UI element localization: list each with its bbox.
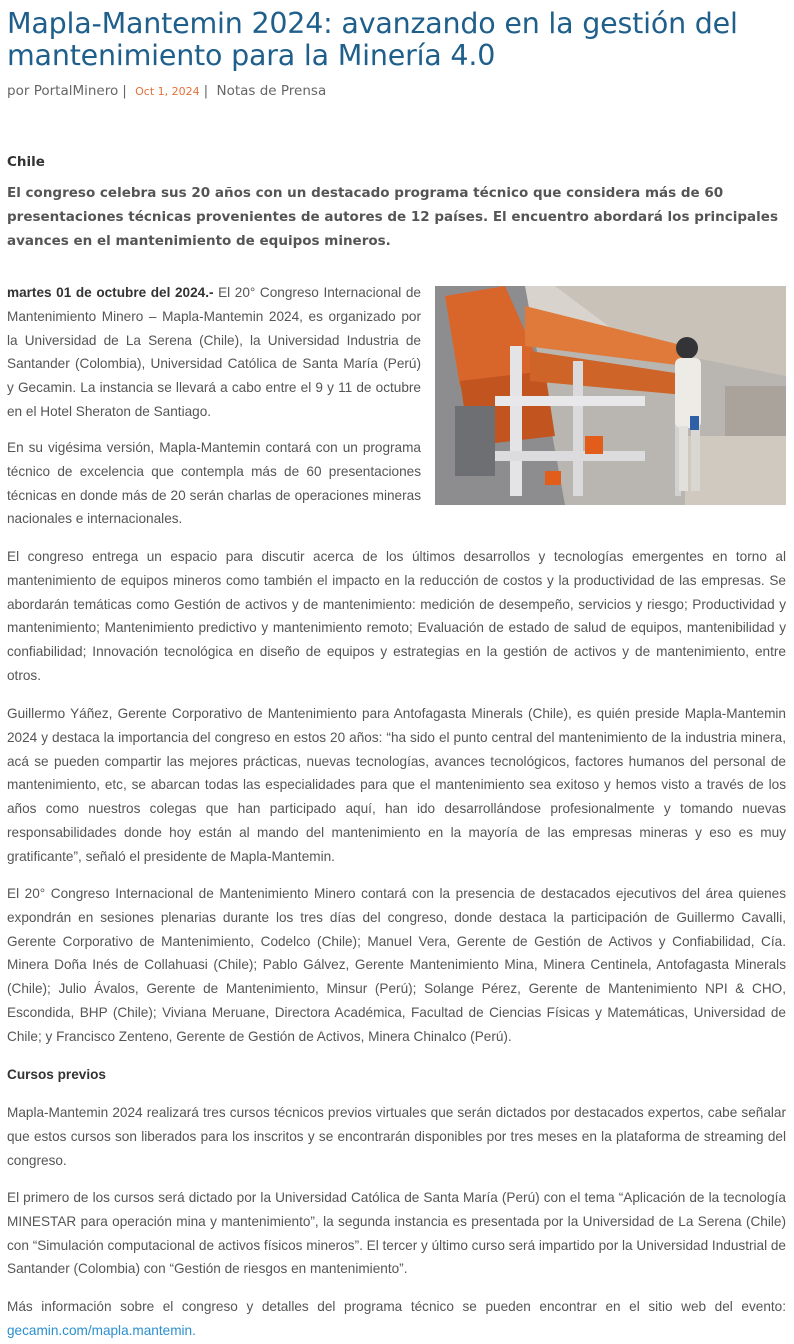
- mining-equipment-photo: [435, 286, 786, 505]
- paragraph-6-text: Mapla-Mantemin 2024 realizará tres cursos técnicos previos virtuales que serán dictados por destacados expertos, cabe señalar que estos cursos son liberados para los inscritos y se encontrarán disponibles por tres meses en la plataforma de streaming del congreso.: [7, 1105, 786, 1168]
- paragraph-2: [7, 436, 421, 531]
- meta-separator: |: [203, 83, 209, 99]
- category-link[interactable]: Notas de Prensa: [216, 83, 327, 99]
- paragraph-8: [7, 1295, 786, 1343]
- article-meta: [7, 83, 326, 99]
- paragraph-6: [7, 1101, 786, 1172]
- author-link[interactable]: PortalMinero: [33, 83, 119, 99]
- section-heading: [7, 1063, 786, 1087]
- paragraph-3-text: El congreso entrega un espacio para discutir acerca de los últimos desarrollos y tecnologías emergentes en torno al mantenimiento de equipos mineros como también el impacto en la reducción de costos y la productividad de las empresas. Se abordarán temáticas como Gestión de activos y de mantenimiento: medición de desempeño, servicios y riesgo; Productividad y mantenimiento; Mantenimiento predictivo y mantenimiento remoto; Evaluación de estado de salud de equipos, mantenibilidad y confiabilidad; Innovación tecnológica en diseño de equipos y estrategias en la gestión de activos y de mantenimiento, entre otros.: [7, 549, 786, 683]
- paragraph-4: [7, 702, 786, 869]
- country-label: Chile: [7, 154, 45, 170]
- paragraph-5: [7, 882, 786, 1049]
- meta-separator: |: [122, 83, 127, 99]
- article-title: Mapla-Mantemin 2024: avanzando en la gestión del mantenimiento para la Minería 4.0: [7, 7, 738, 72]
- paragraph-4-text: Guillermo Yáñez, Gerente Corporativo de Mantenimiento para Antofagasta Minerals (Chile), es quién preside Mapla-Mantemin 2024 y destaca la importancia del congreso en estos 20 años: “ha sido el punto central del mantenimiento de la industria minera, acá se pueden compartir las mejores prácticas, nuevas tecnologías, avances tecnológicos, factores humanos del personal de mantenimiento, etc, se abarcan todas las especialidades para que el mantenimiento sea exitoso y hemos visto a través de los años como nuestros colegas que han participado aquí, han ido desarrollándose profesionalmente y tomando nuevas responsabilidades donde hoy están al mando del mantenimiento en la mayoría de las empresas mineras y eso es muy gratificante”, señaló el presidente de Mapla-Mantemin.: [7, 706, 786, 864]
- paragraph-7: [7, 1186, 786, 1281]
- event-website-link[interactable]: gecamin.com/mapla.mantemin.: [7, 1322, 196, 1338]
- paragraph-date: martes 01 de octubre del 2024.-: [7, 285, 214, 300]
- paragraph-1-text: El 20° Congreso Internacional de Mantenimiento Minero – Mapla-Mantemin 2024, es organizado por la Universidad de La Serena (Chile), la Universidad Industria de Santander (Colombia), Universidad Católica de Santa María (Perú) y Gecamin. La instancia se llevará a cabo entre el 9 y 11 de octubre en el Hotel Sheraton de Santiago.: [7, 285, 421, 419]
- paragraph-3: [7, 545, 786, 688]
- article-photo: [435, 286, 786, 505]
- paragraph-5-text: El 20° Congreso Internacional de Mantenimiento Minero contará con la presencia de destacados ejecutivos del área quienes expondrán en sesiones plenarias durante los tres días del congreso, donde destaca la participación de Guillermo Cavalli, Gerente Corporativo de Mantenimiento, Codelco (Chile); Manuel Vera, Gerente de Gestión de Activos y Confiabilidad, Cía. Minera Doña Inés de Collahuasi (Chile); Pablo Gálvez, Gerente Mantenimiento Mina, Minera Centinela, Antofagasta Minerals (Chile); Julio Ávalos, Gerente de Mantenimiento, Minsur (Perú); Solange Pérez, Gerente de Mantenimiento NPI & CHO, Escondida, BHP (Chile); Viviana Meruane, Directora Académica, Facultad de Ciencias Físicas y Matemáticas, Universidad de Chile; y Francisco Zenteno, Gerente de Gestión de Activos, Minera Chinalco (Perú).: [7, 886, 786, 1044]
- publish-date: Oct 1, 2024: [135, 85, 200, 98]
- cursos-previos-heading: Cursos previos: [7, 1067, 106, 1082]
- paragraph-7-text: El primero de los cursos será dictado por la Universidad Católica de Santa María (Perú) con el tema “Aplicación de la tecnología MINESTAR para operación mina y mantenimiento”, la segunda instancia es presentada por la Universidad de La Serena (Chile) con “Simulación computacional de activos físicos mineros”. El tercer y último curso será impartido por la Universidad Industrial de Santander (Colombia) con “Gestión de riesgos en mantenimiento”.: [7, 1190, 786, 1277]
- paragraph-8-text: Más información sobre el congreso y detalles del programa técnico se pueden encontrar en el sitio web del evento:: [7, 1299, 786, 1314]
- paragraph-1: [7, 281, 421, 424]
- article-lead: El congreso celebra sus 20 años con un destacado programa técnico que considera más de 60 presentaciones técnicas provenientes de autores de 12 países. El encuentro abordará los principales avances en el mantenimiento de equipos mineros.: [7, 185, 778, 249]
- by-prefix: por: [7, 83, 30, 99]
- paragraph-2-text: En su vigésima versión, Mapla-Mantemin contará con un programa técnico de excelencia que contempla más de 60 presentaciones técnicas en donde más de 20 serán charlas de operaciones mineras nacionales e internacionales.: [7, 440, 421, 527]
